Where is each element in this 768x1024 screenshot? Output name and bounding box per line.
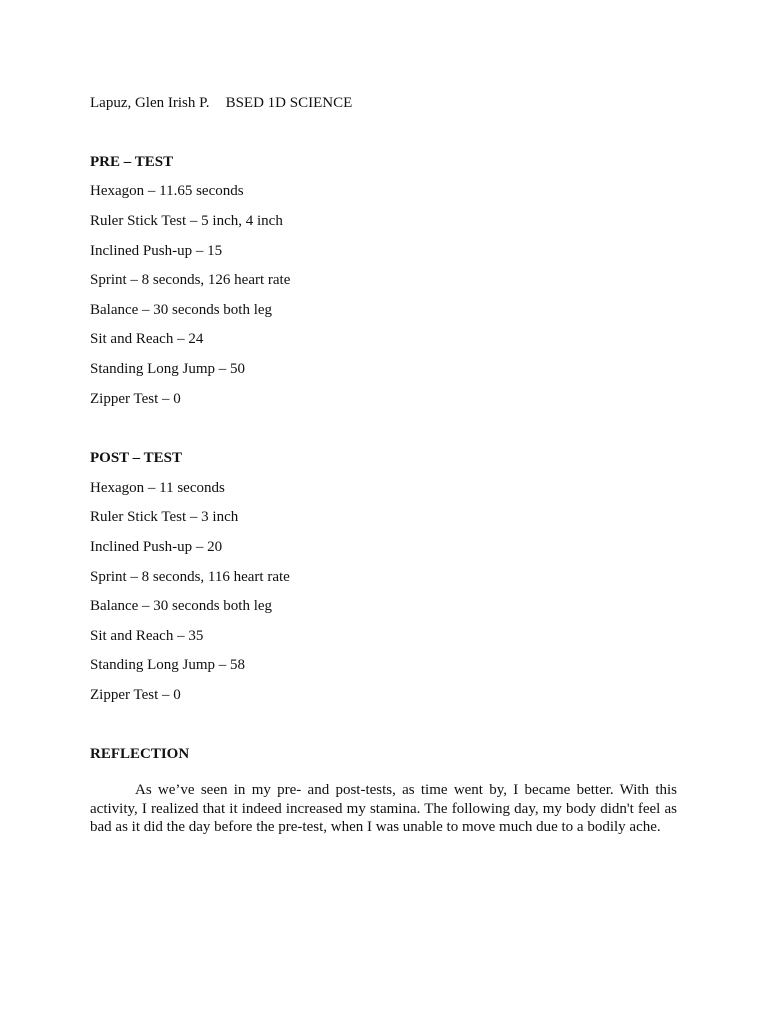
post-test-item: Standing Long Jump – 58 [90, 657, 246, 673]
post-test-heading: POST – TEST [90, 450, 182, 466]
post-test-item: Hexagon – 11 seconds [90, 480, 225, 496]
reflection-paragraph: As we’ve seen in my pre- and post-tests, as time went by, I became better. With this activity, I realized that it indeed increased my stamina. The following day, my body didn't feel as bad as it did the day before the pre-test, when I was unable to move much due to a bodily ache. [90, 782, 677, 835]
post-test-item: Balance – 30 seconds both leg [90, 598, 273, 614]
post-test-item: Sit and Reach – 35 [90, 628, 204, 644]
student-name: Lapuz, Glen Irish P. [90, 95, 210, 111]
post-test-item: Ruler Stick Test – 3 inch [90, 509, 239, 525]
course-name: BSED 1D SCIENCE [225, 95, 353, 111]
pre-test-item: Sprint – 8 seconds, 126 heart rate [90, 272, 291, 288]
pre-test-item: Inclined Push-up – 15 [90, 243, 223, 259]
post-test-item: Sprint – 8 seconds, 116 heart rate [90, 569, 290, 585]
pre-test-item: Ruler Stick Test – 5 inch, 4 inch [90, 213, 283, 229]
reflection-heading: REFLECTION [90, 746, 190, 762]
pre-test-item: Zipper Test – 0 [90, 391, 181, 407]
pre-test-item: Balance – 30 seconds both leg [90, 302, 273, 318]
post-test-item: Inclined Push-up – 20 [90, 539, 223, 555]
header-line [90, 94, 352, 112]
pre-test-item: Standing Long Jump – 50 [90, 361, 246, 377]
pre-test-item: Sit and Reach – 24 [90, 331, 204, 347]
pre-test-heading: PRE – TEST [90, 154, 174, 170]
post-test-item: Zipper Test – 0 [90, 687, 181, 703]
pre-test-item: Hexagon – 11.65 seconds [90, 183, 244, 199]
